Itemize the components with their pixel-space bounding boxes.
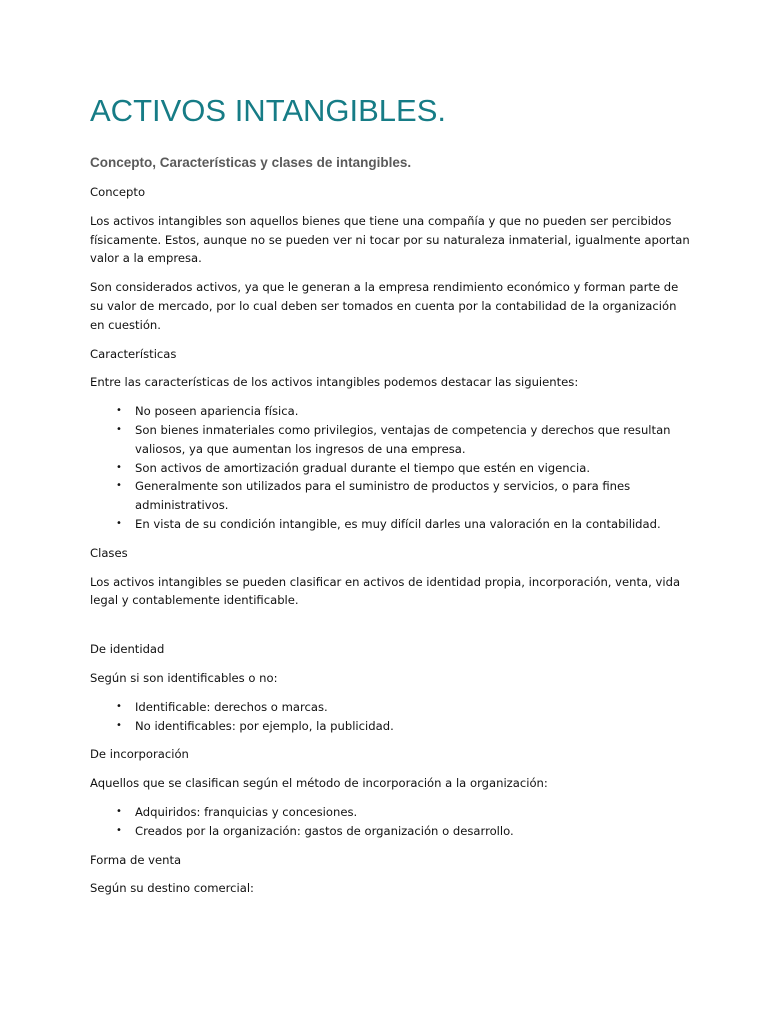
- heading-clases: Clases: [90, 545, 128, 560]
- list-item: • En vista de su condición intangible, es muy difícil darles una valoración en la contabilidad.: [90, 515, 690, 534]
- list-item: • Creados por la organización: gastos de organización o desarrollo.: [90, 822, 690, 841]
- paragraph-concepto-1: Los activos intangibles son aquellos bienes que tiene una compañía y que no pueden ser percibidos físicamente. Estos, aunque no se pueden ver ni tocar por su naturaleza inmaterial, igualmente aportan valor a la empresa.: [90, 213, 690, 266]
- list-item: • Identificable: derechos o marcas.: [90, 698, 690, 717]
- document-body: [90, 183, 690, 908]
- paragraph-identidad-intro: Según si son identificables o no:: [90, 670, 278, 685]
- paragraph-incorporacion-intro: Aquellos que se clasifican según el método de incorporación a la organización:: [90, 776, 548, 791]
- list-caracteristicas: [90, 402, 690, 534]
- list-item: • No identificables: por ejemplo, la publicidad.: [90, 717, 690, 736]
- list-item: • Son bienes inmateriales como privilegios, ventajas de competencia y derechos que resultan valiosos, ya que aumentan los ingresos de una empresa.: [116, 422, 671, 456]
- heading-incorporacion: De incorporación: [90, 747, 189, 762]
- bullet-icon: •: [116, 719, 122, 731]
- list-item: • Generalmente son utilizados para el suministro de productos y servicios, o para fines administrativos.: [116, 479, 631, 513]
- paragraph-venta-intro: Según su destino comercial:: [90, 881, 254, 896]
- heading-identidad: De identidad: [90, 642, 165, 657]
- bullet-icon: •: [116, 824, 122, 836]
- bullet-icon: •: [116, 423, 122, 435]
- list-item: • Adquiridos: franquicias y concesiones.: [90, 803, 690, 822]
- document-subtitle: Concepto, Características y clases de intangibles.: [90, 155, 412, 170]
- bullet-icon: •: [116, 480, 122, 492]
- heading-caracteristicas: Características: [90, 346, 177, 361]
- paragraph-clases-intro: Los activos intangibles se pueden clasificar en activos de identidad propia, incorporación, venta, vida legal y contablemente identificable.: [90, 574, 681, 608]
- bullet-icon: •: [116, 461, 122, 473]
- spacer: [90, 620, 690, 640]
- bullet-icon: •: [116, 805, 122, 817]
- bullet-icon: •: [116, 700, 122, 712]
- list-incorporacion: [90, 803, 690, 841]
- paragraph-caracteristicas-intro: Entre las características de los activos intangibles podemos destacar las siguientes:: [90, 375, 579, 390]
- bullet-icon: •: [116, 405, 122, 417]
- heading-venta: Forma de venta: [90, 852, 182, 867]
- paragraph-concepto-2: Son considerados activos, ya que le generan a la empresa rendimiento económico y forman parte de su valor de mercado, por lo cual deben ser tomados en cuenta por la contabilidad de la organización en cuestión.: [90, 280, 679, 332]
- document-title: ACTIVOS INTANGIBLES.: [90, 93, 447, 128]
- list-item: • Son activos de amortización gradual durante el tiempo que estén en vigencia.: [90, 459, 690, 478]
- list-identidad: [90, 698, 690, 736]
- heading-concepto: Concepto: [90, 185, 146, 199]
- list-item: • No poseen apariencia física.: [90, 402, 690, 421]
- bullet-icon: •: [116, 517, 122, 529]
